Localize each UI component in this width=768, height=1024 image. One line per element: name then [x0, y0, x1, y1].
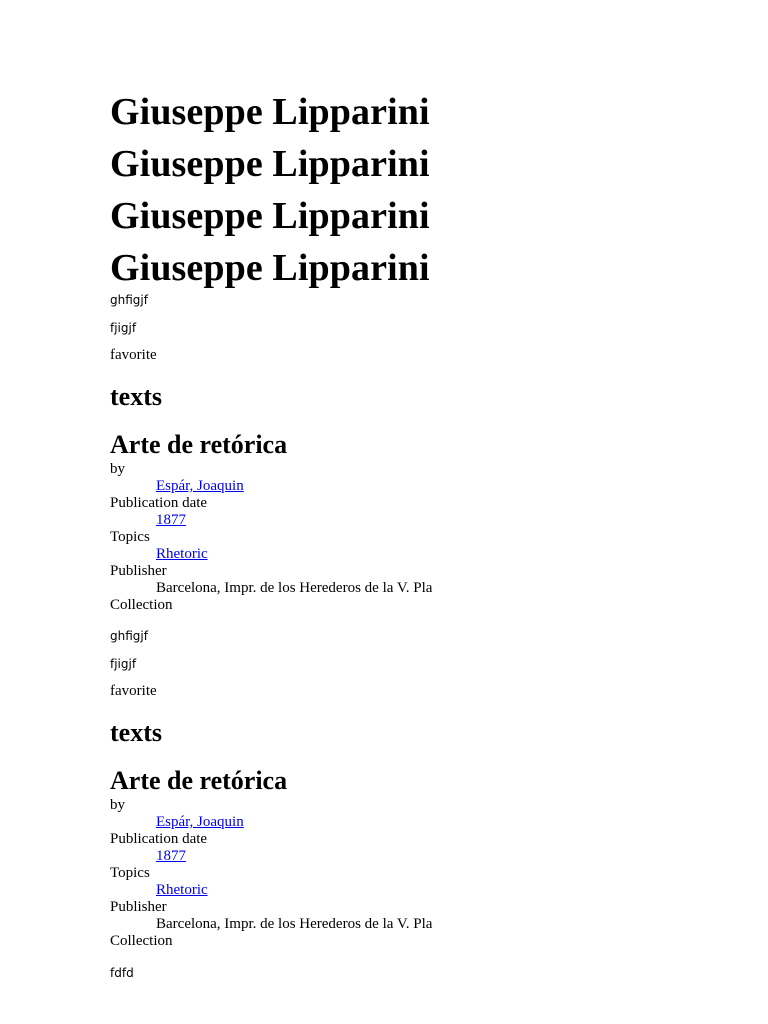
entry-1-text-2: fjigjf — [110, 321, 137, 335]
topics-value — [156, 882, 432, 899]
author-link[interactable]: Espár, Joaquin — [156, 478, 244, 494]
entry-1-metadata — [110, 461, 432, 614]
entry-1-media-type: texts — [110, 382, 162, 411]
entry-2-favorite — [110, 683, 157, 699]
favorite-label: favorite — [110, 683, 157, 699]
entry-2-media-type: texts — [110, 718, 162, 747]
entry-1-text-1: ghfigjf — [110, 293, 148, 307]
publisher-label: Publisher — [110, 899, 167, 915]
entry-1-favorite — [110, 347, 157, 363]
entry-1-title: Arte de retórica — [110, 430, 288, 459]
entry-2-text-2: fjigjf — [110, 657, 137, 671]
hero-heading-2: Giuseppe Lipparini — [110, 143, 430, 185]
collection-label: Collection — [110, 933, 173, 949]
topic-link[interactable]: Rhetoric — [156, 546, 208, 562]
topic-link[interactable]: Rhetoric — [156, 882, 208, 898]
pubdate-label: Publication date — [110, 831, 208, 847]
author-link[interactable]: Espár, Joaquin — [156, 814, 244, 830]
publisher-value: Barcelona, Impr. de los Herederos de la V. Pla — [156, 580, 433, 596]
topics-label: Topics — [110, 529, 150, 545]
entry-2-title: Arte de retórica — [110, 766, 288, 795]
pubdate-link[interactable]: 1877 — [156, 848, 186, 864]
hero-heading-4: Giuseppe Lipparini — [110, 247, 430, 289]
pubdate-value — [156, 848, 432, 865]
publisher-label: Publisher — [110, 563, 167, 579]
footer-text: fdfd — [110, 966, 134, 980]
pubdate-value — [156, 512, 432, 529]
topics-value — [156, 546, 432, 563]
by-label: by — [110, 461, 125, 477]
publisher-value: Barcelona, Impr. de los Herederos de la V. Pla — [156, 916, 433, 932]
entry-2-metadata — [110, 797, 432, 950]
collection-label: Collection — [110, 597, 173, 613]
hero-heading-1: Giuseppe Lipparini — [110, 91, 430, 133]
author-value — [156, 814, 432, 831]
pubdate-label: Publication date — [110, 495, 208, 511]
hero-headings — [110, 86, 430, 294]
pubdate-link[interactable]: 1877 — [156, 512, 186, 528]
author-value — [156, 478, 432, 495]
favorite-label: favorite — [110, 347, 157, 363]
topics-label: Topics — [110, 865, 150, 881]
by-label: by — [110, 797, 125, 813]
entry-2-text-1: ghfigjf — [110, 629, 148, 643]
hero-heading-3: Giuseppe Lipparini — [110, 195, 430, 237]
